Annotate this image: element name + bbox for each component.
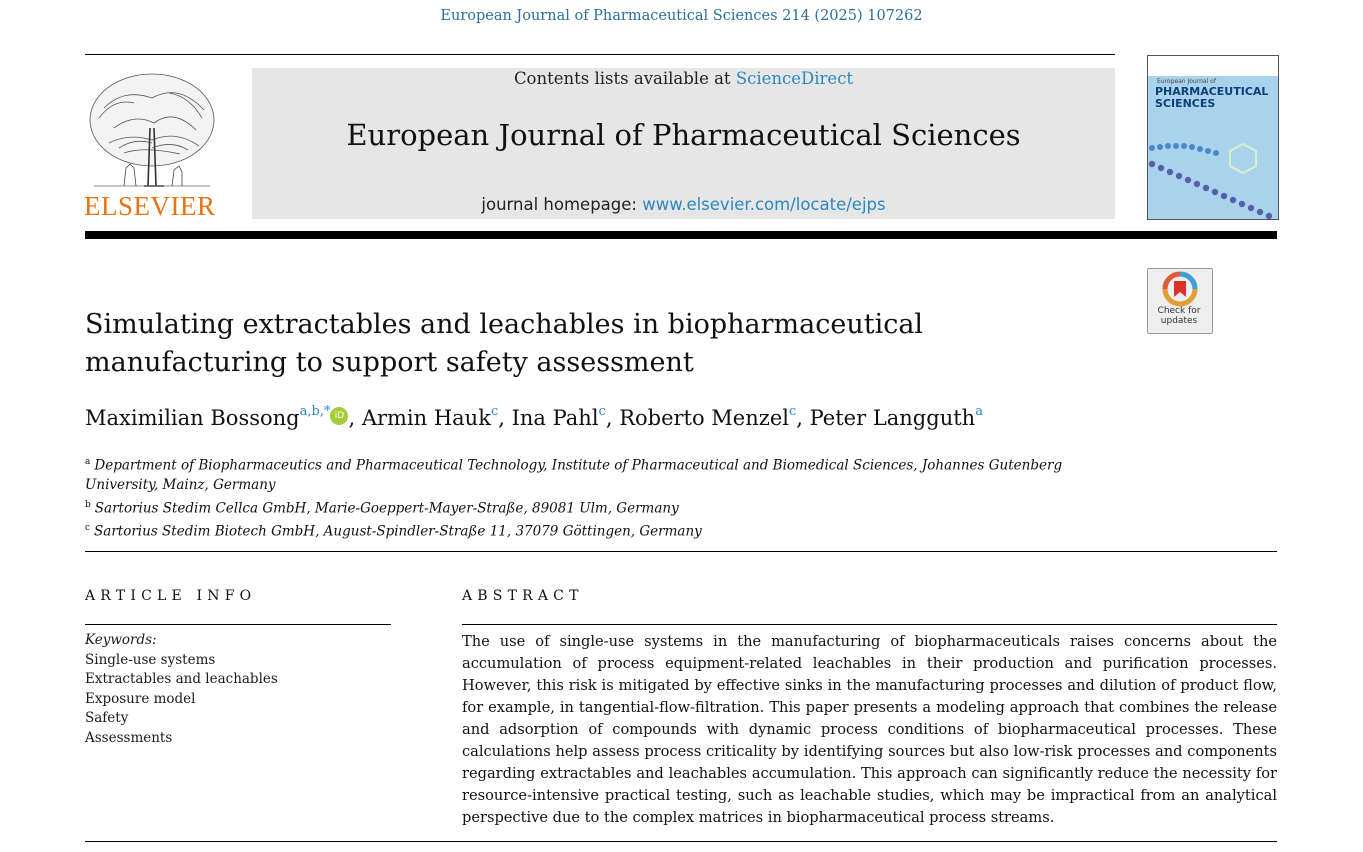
- author-affiliation-marks[interactable]: c: [598, 404, 606, 419]
- article-title: Simulating extractables and leachables in biopharmaceutical manufacturing to support safety assessment: [85, 309, 924, 378]
- author-affiliation-marks[interactable]: c: [788, 404, 797, 419]
- footer-divider: [85, 841, 1277, 842]
- homepage-prefix: journal homepage:: [481, 195, 643, 214]
- affiliation-item: [85, 496, 1085, 519]
- keyword-item: Extractables and leachables: [85, 671, 278, 688]
- section-divider: [85, 551, 1277, 552]
- masthead-rule: [85, 231, 1277, 239]
- author-affiliation-marks[interactable]: a: [975, 404, 983, 419]
- abstract-rule: [462, 624, 1277, 625]
- orcid-icon[interactable]: iD: [330, 407, 348, 425]
- author-list: Maximilian Bossong$^{a,b,*}$ iD , Armin Hauk$^c$, Ina Pahl$^c$, Roberto Menzel$^c$, Peter Langguth$^a$: [85, 404, 983, 430]
- journal-citation-link[interactable]: European Journal of Pharmaceutical Sciences 214 (2025) 107262: [440, 8, 923, 24]
- journal-title: European Journal of Pharmaceutical Sciences: [346, 118, 1021, 152]
- cover-subtitle: European Journal of: [1157, 78, 1216, 85]
- journal-homepage-link[interactable]: www.elsevier.com/locate/ejps: [642, 195, 886, 214]
- homepage-line: [252, 195, 1115, 214]
- cover-title: PHARMACEUTICAL SCIENCES: [1155, 85, 1269, 110]
- abstract-text: The use of single-use systems in the manufacturing of biopharmaceuticals raises concerns about the accumulation of process equipment-related leachables in their production and purification processes. However, this risk is mitigated by effective sinks in the manufacturing processes and dilution of product flow, for example, in tangential-flow-filtration. This paper presents a modeling approach that combines the release and adsorption of compounds with dynamic process conditions of biopharmaceutical processes. These calculations help assess process criticality by identifying sources but also low-risk processes and components regarding extractables and leachables accumulation. This approach can significantly reduce the necessity for resource-intensive practical testing, such as leachable studies, which may be impractical from an analytical perspective due to the complex matrices in biopharmaceutical process streams.: [462, 633, 1277, 826]
- affiliation-text: Sartorius Stedim Cellca GmbH, Marie-Goeppert-Mayer-Straße, 89081 Ulm, Germany: [94, 500, 679, 516]
- crossmark-icon: [1148, 269, 1212, 309]
- keyword-item: Exposure model: [85, 690, 196, 707]
- affiliation-mark: c: [85, 522, 91, 533]
- sciencedirect-link[interactable]: ScienceDirect: [735, 69, 854, 88]
- author-name[interactable]: Armin Hauk: [361, 406, 491, 430]
- keyword-item: Safety: [85, 710, 129, 727]
- author-name[interactable]: Ina Pahl: [511, 406, 599, 430]
- keyword-item: Single-use systems: [85, 651, 216, 668]
- header-divider: [85, 54, 1115, 55]
- affiliations: [85, 453, 1085, 542]
- keywords-block: [85, 631, 385, 749]
- keywords-label: Keywords:: [85, 632, 157, 648]
- affiliation-mark: a: [85, 457, 91, 467]
- abstract-heading: ABSTRACT: [462, 588, 584, 604]
- contents-line: [252, 69, 1115, 88]
- article-info-heading: ARTICLE INFO: [85, 588, 257, 604]
- affiliation-item: [85, 453, 1085, 496]
- elsevier-wordmark: ELSEVIER: [84, 191, 216, 221]
- author-affiliation-marks[interactable]: c: [490, 404, 499, 419]
- author-name[interactable]: Maximilian Bossong: [85, 406, 300, 430]
- affiliation-item: [85, 519, 1085, 542]
- keyword-item: Assessments: [85, 729, 173, 746]
- article-info-rule: [85, 624, 391, 625]
- check-for-updates-label: Check for updates: [1157, 306, 1201, 326]
- affiliation-mark: b: [85, 499, 91, 510]
- affiliation-text: Sartorius Stedim Biotech GmbH, August-Spindler-Straße 11, 37079 Göttingen, Germany: [94, 523, 702, 539]
- author-name[interactable]: Roberto Menzel: [619, 406, 789, 430]
- contents-prefix: Contents lists available at: [513, 69, 736, 88]
- author-affiliation-marks[interactable]: a,b,*: [299, 404, 331, 419]
- affiliation-text: Department of Biopharmaceutics and Pharmaceutical Technology, Institute of Pharmaceutical and Biomedical Sciences, Johannes Gutenberg University, Mainz, Germany: [85, 457, 1063, 493]
- author-name[interactable]: Peter Langguth: [809, 406, 976, 430]
